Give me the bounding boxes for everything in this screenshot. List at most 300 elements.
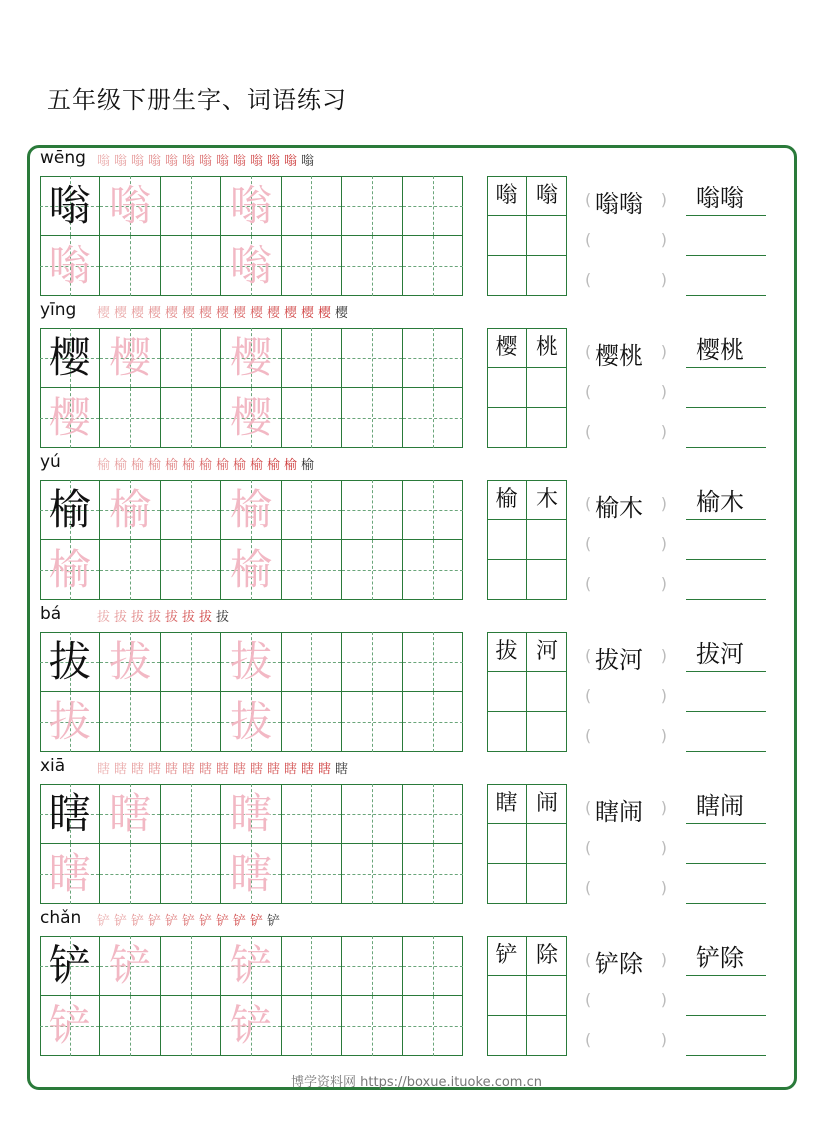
writing-cell[interactable] [40, 784, 100, 844]
word-cell[interactable] [487, 216, 527, 256]
word-cell[interactable]: 木 [527, 480, 567, 520]
paren-right: ) [660, 878, 667, 897]
writing-cell[interactable] [40, 844, 100, 904]
paren-right: ) [660, 190, 667, 209]
word-cell[interactable]: 闹 [527, 784, 567, 824]
word-cell[interactable] [487, 408, 527, 448]
word-parentheses[interactable] [585, 834, 667, 864]
writing-cell[interactable] [100, 632, 160, 692]
writing-cell[interactable] [40, 388, 100, 448]
trace-character: 铲 [229, 941, 272, 990]
writing-cell[interactable] [161, 388, 221, 448]
writing-cell[interactable] [161, 480, 221, 540]
trace-character: 铲 [109, 941, 152, 990]
trace-character: 榆 [229, 485, 272, 534]
writing-cell[interactable] [161, 784, 221, 844]
writing-cell[interactable] [282, 936, 342, 996]
writing-cell[interactable] [221, 176, 281, 236]
stroke-step: 瞎 [249, 762, 263, 777]
writing-cell[interactable] [342, 328, 402, 388]
writing-cell[interactable] [221, 388, 281, 448]
writing-cell[interactable] [161, 936, 221, 996]
word-model: 瞎闹 [696, 792, 744, 820]
word-writing-line[interactable] [686, 686, 766, 712]
writing-cell[interactable] [342, 388, 402, 448]
stroke-step: 瞎 [130, 762, 144, 777]
word-cell[interactable] [527, 1016, 567, 1056]
page-title: 五年级下册生字、词语练习 [47, 86, 347, 114]
word-parentheses[interactable] [585, 570, 667, 600]
footer-watermark: 博学资料网 https://boxue.ituoke.com.cn [291, 1075, 542, 1090]
stroke-step: 樱 [334, 306, 348, 321]
model-character: 瞎 [48, 789, 91, 838]
writing-cell[interactable] [100, 844, 160, 904]
stroke-step: 瞎 [198, 762, 212, 777]
character-block [0, 454, 833, 606]
writing-cell[interactable] [100, 996, 160, 1056]
word-model: 樱桃 [595, 342, 643, 370]
writing-cell[interactable] [403, 996, 463, 1056]
word-model: 铲除 [595, 950, 643, 978]
word-writing-line[interactable] [686, 878, 766, 904]
word-cell[interactable] [527, 216, 567, 256]
word-writing-line[interactable] [686, 726, 766, 752]
paren-right: ) [660, 342, 667, 361]
stroke-step: 樱 [147, 306, 161, 321]
writing-grid [40, 936, 463, 1056]
writing-cell[interactable] [221, 936, 281, 996]
word-cell[interactable] [487, 976, 527, 1016]
paren-left: ( [585, 726, 592, 745]
word-writing-line[interactable] [686, 640, 766, 672]
writing-cell[interactable] [161, 632, 221, 692]
writing-cell[interactable] [282, 480, 342, 540]
trace-character: 嗡 [109, 181, 152, 230]
word-cell[interactable]: 桃 [527, 328, 567, 368]
word-writing-line[interactable] [686, 422, 766, 448]
word-cell[interactable] [527, 408, 567, 448]
word-cell[interactable] [487, 712, 527, 752]
writing-cell[interactable] [40, 540, 100, 600]
writing-cell[interactable] [161, 236, 221, 296]
paren-right: ) [660, 838, 667, 857]
paren-right: ) [660, 534, 667, 553]
stroke-step: 铲 [266, 914, 280, 929]
writing-cell[interactable] [282, 540, 342, 600]
trace-character: 嗡 [229, 241, 272, 290]
writing-cell[interactable] [282, 692, 342, 752]
writing-cell[interactable] [282, 996, 342, 1056]
writing-cell[interactable] [161, 328, 221, 388]
word-grid [487, 480, 567, 600]
writing-cell[interactable] [221, 844, 281, 904]
word-cell[interactable] [527, 520, 567, 560]
writing-cell[interactable] [403, 480, 463, 540]
stroke-step: 樱 [113, 306, 127, 321]
stroke-step: 铲 [113, 914, 127, 929]
stroke-step: 铲 [96, 914, 110, 929]
stroke-step: 榆 [113, 458, 127, 473]
writing-cell[interactable] [403, 540, 463, 600]
stroke-step: 嗡 [232, 154, 246, 169]
stroke-order [95, 910, 282, 929]
trace-character: 樱 [48, 393, 91, 442]
stroke-step: 瞎 [283, 762, 297, 777]
trace-character: 榆 [48, 545, 91, 594]
trace-character: 榆 [109, 485, 152, 534]
writing-grid [40, 784, 463, 904]
word-parentheses[interactable] [585, 794, 667, 824]
paren-left: ( [585, 838, 592, 857]
writing-cell[interactable] [403, 692, 463, 752]
stroke-step: 樱 [215, 306, 229, 321]
word-parentheses[interactable] [585, 642, 667, 672]
character-block [0, 150, 833, 302]
writing-cell[interactable] [342, 784, 402, 844]
stroke-step: 榆 [283, 458, 297, 473]
writing-cell[interactable] [342, 236, 402, 296]
stroke-order [95, 606, 231, 625]
word-cell[interactable]: 榆 [487, 480, 527, 520]
writing-cell[interactable] [161, 176, 221, 236]
stroke-step: 铲 [232, 914, 246, 929]
character-block [0, 758, 833, 910]
word-cell[interactable] [487, 520, 527, 560]
word-grid [487, 328, 567, 448]
writing-cell[interactable] [342, 844, 402, 904]
word-cell[interactable] [527, 976, 567, 1016]
trace-character: 瞎 [229, 849, 272, 898]
stroke-step: 嗡 [215, 154, 229, 169]
writing-cell[interactable] [342, 692, 402, 752]
paren-right: ) [660, 990, 667, 1009]
word-cell[interactable] [527, 368, 567, 408]
writing-cell[interactable] [342, 996, 402, 1056]
trace-character: 拔 [48, 697, 91, 746]
word-cell[interactable]: 嗡 [487, 176, 527, 216]
paren-left: ( [585, 382, 592, 401]
word-writing-line[interactable] [686, 336, 766, 368]
trace-character: 瞎 [109, 789, 152, 838]
writing-grid [40, 176, 463, 296]
writing-cell[interactable] [40, 176, 100, 236]
word-parentheses[interactable] [585, 946, 667, 976]
trace-character: 拔 [109, 637, 152, 686]
model-character: 樱 [48, 333, 91, 382]
trace-character: 瞎 [229, 789, 272, 838]
writing-cell[interactable] [403, 388, 463, 448]
writing-cell[interactable] [100, 480, 160, 540]
trace-character: 榆 [229, 545, 272, 594]
word-grid [487, 784, 567, 904]
trace-character: 樱 [229, 333, 272, 382]
word-model: 瞎闹 [595, 798, 643, 826]
word-writing-line[interactable] [686, 1030, 766, 1056]
stroke-step: 铲 [164, 914, 178, 929]
pinyin: chǎn [40, 908, 82, 928]
stroke-step: 樱 [266, 306, 280, 321]
writing-cell[interactable] [100, 692, 160, 752]
paren-left: ( [585, 230, 592, 249]
word-writing-line[interactable] [686, 990, 766, 1016]
stroke-step: 瞎 [113, 762, 127, 777]
paren-left: ( [585, 798, 592, 817]
writing-cell[interactable] [342, 176, 402, 236]
word-parentheses[interactable] [585, 1026, 667, 1056]
pinyin: yú [40, 452, 61, 472]
writing-cell[interactable] [161, 844, 221, 904]
writing-cell[interactable] [221, 692, 281, 752]
paren-right: ) [660, 798, 667, 817]
stroke-step: 榆 [249, 458, 263, 473]
writing-cell[interactable] [100, 784, 160, 844]
paren-right: ) [660, 950, 667, 969]
stroke-step: 嗡 [96, 154, 110, 169]
stroke-step: 铲 [130, 914, 144, 929]
word-parentheses[interactable] [585, 874, 667, 904]
trace-character: 嗡 [48, 241, 91, 290]
word-cell[interactable] [527, 560, 567, 600]
writing-cell[interactable] [282, 176, 342, 236]
writing-cell[interactable] [221, 236, 281, 296]
word-writing-line[interactable] [686, 382, 766, 408]
stroke-step: 瞎 [317, 762, 331, 777]
stroke-order [95, 150, 316, 169]
paren-right: ) [660, 382, 667, 401]
word-cell[interactable]: 除 [527, 936, 567, 976]
word-model: 榆木 [696, 488, 744, 516]
word-parentheses[interactable] [585, 986, 667, 1016]
word-cell[interactable] [487, 672, 527, 712]
writing-cell[interactable] [40, 936, 100, 996]
paren-right: ) [660, 422, 667, 441]
word-cell[interactable]: 拔 [487, 632, 527, 672]
word-parentheses[interactable] [585, 418, 667, 448]
writing-cell[interactable] [40, 236, 100, 296]
word-cell[interactable]: 樱 [487, 328, 527, 368]
stroke-step: 樱 [283, 306, 297, 321]
pinyin: xiā [40, 756, 66, 776]
word-model: 拔河 [696, 640, 744, 668]
writing-cell[interactable] [221, 632, 281, 692]
word-writing-line[interactable] [686, 230, 766, 256]
word-parentheses[interactable] [585, 266, 667, 296]
trace-character: 瞎 [48, 849, 91, 898]
writing-cell[interactable] [403, 632, 463, 692]
writing-cell[interactable] [100, 388, 160, 448]
stroke-step: 樱 [198, 306, 212, 321]
character-block [0, 910, 833, 1062]
trace-character: 嗡 [229, 181, 272, 230]
writing-cell[interactable] [161, 692, 221, 752]
stroke-step: 拔 [198, 610, 212, 625]
stroke-step: 嗡 [198, 154, 212, 169]
pinyin: yīng [40, 300, 77, 320]
word-cell[interactable] [487, 560, 527, 600]
word-grid [487, 176, 567, 296]
writing-cell[interactable] [100, 936, 160, 996]
stroke-step: 榆 [147, 458, 161, 473]
paren-left: ( [585, 990, 592, 1009]
stroke-step: 嗡 [300, 154, 314, 169]
word-parentheses[interactable] [585, 722, 667, 752]
word-cell[interactable] [487, 864, 527, 904]
word-model: 铲除 [696, 944, 744, 972]
paren-left: ( [585, 190, 592, 209]
word-writing-line[interactable] [686, 944, 766, 976]
word-model: 榆木 [595, 494, 643, 522]
stroke-step: 拔 [96, 610, 110, 625]
writing-cell[interactable] [282, 236, 342, 296]
trace-character: 樱 [229, 393, 272, 442]
pinyin: bá [40, 604, 62, 624]
writing-cell[interactable] [282, 388, 342, 448]
stroke-step: 榆 [266, 458, 280, 473]
stroke-step: 樱 [130, 306, 144, 321]
stroke-step: 嗡 [181, 154, 195, 169]
stroke-step: 嗡 [266, 154, 280, 169]
trace-character: 樱 [109, 333, 152, 382]
writing-cell[interactable] [40, 692, 100, 752]
writing-cell[interactable] [342, 632, 402, 692]
stroke-step: 瞎 [334, 762, 348, 777]
word-cell[interactable] [487, 824, 527, 864]
stroke-step: 樱 [232, 306, 246, 321]
writing-cell[interactable] [100, 328, 160, 388]
stroke-step: 拔 [181, 610, 195, 625]
paren-left: ( [585, 342, 592, 361]
word-model: 嗡嗡 [595, 190, 643, 218]
paren-right: ) [660, 494, 667, 513]
stroke-step: 拔 [215, 610, 229, 625]
stroke-step: 瞎 [181, 762, 195, 777]
writing-cell[interactable] [40, 328, 100, 388]
stroke-step: 榆 [232, 458, 246, 473]
word-writing-line[interactable] [686, 792, 766, 824]
writing-cell[interactable] [403, 176, 463, 236]
writing-cell[interactable] [221, 996, 281, 1056]
pinyin: wēng [40, 148, 86, 168]
stroke-step: 嗡 [164, 154, 178, 169]
writing-cell[interactable] [40, 632, 100, 692]
writing-cell[interactable] [221, 328, 281, 388]
word-parentheses[interactable] [585, 378, 667, 408]
paren-left: ( [585, 270, 592, 289]
word-writing-line[interactable] [686, 534, 766, 560]
word-cell[interactable] [527, 256, 567, 296]
word-writing-line[interactable] [686, 488, 766, 520]
writing-cell[interactable] [100, 236, 160, 296]
word-cell[interactable] [527, 824, 567, 864]
stroke-step: 瞎 [147, 762, 161, 777]
stroke-step: 瞎 [266, 762, 280, 777]
writing-cell[interactable] [40, 996, 100, 1056]
word-writing-line[interactable] [686, 270, 766, 296]
writing-cell[interactable] [403, 936, 463, 996]
word-parentheses[interactable] [585, 186, 667, 216]
paren-left: ( [585, 574, 592, 593]
stroke-step: 铲 [249, 914, 263, 929]
stroke-step: 瞎 [96, 762, 110, 777]
stroke-step: 嗡 [147, 154, 161, 169]
writing-cell[interactable] [342, 480, 402, 540]
word-cell[interactable] [527, 672, 567, 712]
model-character: 榆 [48, 485, 91, 534]
writing-cell[interactable] [403, 328, 463, 388]
writing-cell[interactable] [282, 328, 342, 388]
writing-cell[interactable] [403, 236, 463, 296]
writing-cell[interactable] [403, 784, 463, 844]
paren-left: ( [585, 1030, 592, 1049]
writing-cell[interactable] [221, 784, 281, 844]
word-writing-line[interactable] [686, 838, 766, 864]
writing-cell[interactable] [221, 480, 281, 540]
word-parentheses[interactable] [585, 530, 667, 560]
writing-cell[interactable] [342, 540, 402, 600]
writing-cell[interactable] [342, 936, 402, 996]
word-cell[interactable] [527, 864, 567, 904]
stroke-step: 拔 [164, 610, 178, 625]
word-grid [487, 936, 567, 1056]
writing-cell[interactable] [100, 176, 160, 236]
writing-cell[interactable] [100, 540, 160, 600]
stroke-order [95, 302, 350, 321]
word-cell[interactable] [527, 712, 567, 752]
stroke-step: 榆 [96, 458, 110, 473]
writing-cell[interactable] [161, 540, 221, 600]
stroke-step: 樱 [164, 306, 178, 321]
writing-cell[interactable] [282, 632, 342, 692]
word-cell[interactable] [487, 368, 527, 408]
stroke-step: 拔 [130, 610, 144, 625]
model-character: 拔 [48, 637, 91, 686]
word-parentheses[interactable] [585, 682, 667, 712]
stroke-order [95, 758, 350, 777]
word-writing-line[interactable] [686, 574, 766, 600]
stroke-step: 铲 [198, 914, 212, 929]
paren-left: ( [585, 950, 592, 969]
word-parentheses[interactable] [585, 226, 667, 256]
word-writing-line[interactable] [686, 184, 766, 216]
paren-right: ) [660, 230, 667, 249]
stroke-order [95, 454, 316, 473]
writing-cell[interactable] [403, 844, 463, 904]
writing-cell[interactable] [40, 480, 100, 540]
word-model: 嗡嗡 [696, 184, 744, 212]
word-cell[interactable] [487, 1016, 527, 1056]
word-cell[interactable]: 嗡 [527, 176, 567, 216]
word-cell[interactable]: 河 [527, 632, 567, 672]
stroke-step: 嗡 [130, 154, 144, 169]
stroke-step: 榆 [215, 458, 229, 473]
character-block [0, 302, 833, 454]
word-cell[interactable]: 瞎 [487, 784, 527, 824]
writing-cell[interactable] [282, 844, 342, 904]
stroke-step: 瞎 [215, 762, 229, 777]
paren-left: ( [585, 422, 592, 441]
writing-cell[interactable] [282, 784, 342, 844]
paren-right: ) [660, 270, 667, 289]
word-parentheses[interactable] [585, 338, 667, 368]
word-parentheses[interactable] [585, 490, 667, 520]
paren-right: ) [660, 646, 667, 665]
writing-cell[interactable] [221, 540, 281, 600]
paren-right: ) [660, 1030, 667, 1049]
word-cell[interactable]: 铲 [487, 936, 527, 976]
model-character: 铲 [48, 941, 91, 990]
word-cell[interactable] [487, 256, 527, 296]
writing-cell[interactable] [161, 996, 221, 1056]
